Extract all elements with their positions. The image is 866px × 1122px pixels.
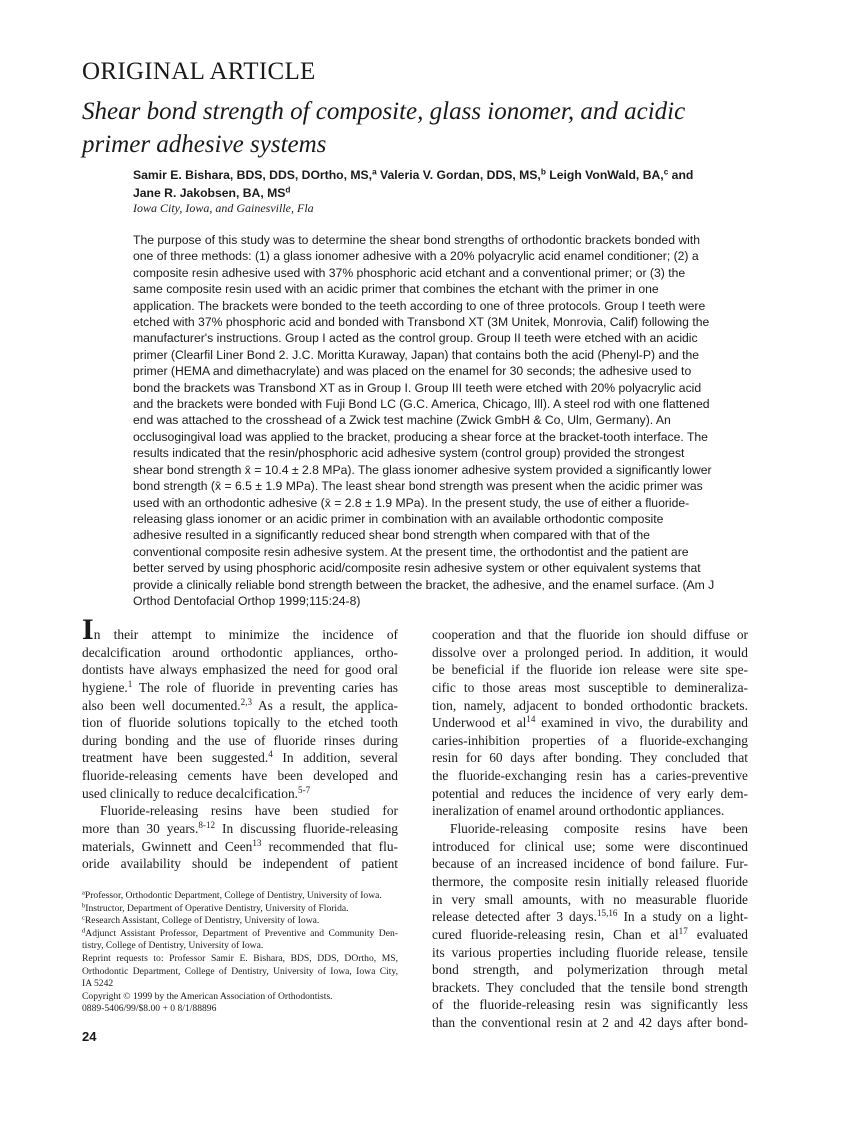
body-line: Underwood et $al^{14}$ examined in vivo, the durability and (432, 714, 749, 731)
body-line: materials, Gwinnett and Ceen$^{13}$ recommended that flu- (82, 837, 398, 854)
body-line: tion of fluoride solutions topically to the etched tooth (82, 715, 398, 731)
footnotes (82, 890, 398, 1016)
reference-superscript: 13 (252, 837, 262, 848)
footnote-line: $^c$Research Assistant, College of Dentistry, University of Iowa. (82, 914, 320, 927)
reference-superscript: d (285, 184, 291, 195)
abstract (133, 232, 753, 609)
abstract-line: used with an orthodontic adhesive (x̄ = 2.8 ± 1.9 MPa). In the present study, the use of either a fluoride- (133, 495, 690, 510)
abstract-line: results indicated that the resin/phosphoric acid adhesive system (control group) provided the strongest (133, 446, 685, 461)
abstract-line: releasing glass ionomer or an acidic primer in combination with an available orthodontic composite (133, 511, 664, 526)
body-line: In their attempt to minimize the incidence of (82, 613, 398, 646)
abstract-line: The purpose of this study was to determine the shear bond strengths of orthodontic brackets bonded with (133, 233, 701, 247)
footnote-line: $^a$Professor, Orthodontic Department, College of Dentistry, University of Iowa. (82, 889, 382, 901)
body-column-left (82, 613, 398, 873)
body-line: bond strength, and polymerization through metal (432, 962, 748, 978)
reference-superscript: b (540, 166, 546, 177)
abstract-line: provide a clinically reliable bond strength between the bracket, the adhesive, and the enamel surface. (Am J (133, 577, 715, 592)
abstract-line: one of three methods: (1) a glass ionomer adhesive with a 20% polyacrylic acid enamel conditioner; (2) a (133, 249, 699, 264)
footnote-line: 0889-5406/99/$8.00 + 0 8/1/88896 (82, 1003, 217, 1015)
abstract-line: conventional composite resin adhesive system. At the present time, the orthodontist and the patient are (133, 544, 689, 559)
body-line: Fluoride-releasing composite resins have been (450, 821, 748, 837)
abstract-line: composite resin adhesive used with 37% phosphoric acid etchant and a conventional primer; or (3) the (133, 265, 686, 280)
body-line: resin for 60 days after bonding. They concluded that (432, 750, 748, 766)
body-line: be beneficial if the fluoride ion release were site spe- (432, 662, 748, 678)
footnote-line: Orthodontic Department, College of Dentistry, University of Iowa, Iowa City, (82, 965, 398, 977)
body-line: its various properties including fluoride release, tensile (432, 944, 748, 960)
footnote-line: Copyright © 1999 by the American Association of Orthodontists. (82, 990, 333, 1002)
body-line: dontists have always emphasized the need for good oral (82, 662, 398, 678)
title-line: Shear bond strength of composite, glass ionomer, and acidic (82, 98, 686, 125)
body-line: brackets. They concluded that the tensile bond strength (432, 979, 748, 995)
abstract-line: end was attached to the crosshead of a Zwick test machine (Zwick GmbH & Co, Ulm, Germany). An (133, 413, 671, 428)
abstract-line: primer (Clearfil Liner Bond 2. J.C. Moritta Kuraway, Japan) that contains both the acid (Phenyl-P) and the (133, 347, 700, 362)
drop-cap: I (82, 613, 94, 646)
reference-superscript: 14 (526, 714, 536, 725)
footnote-line: $^d$Adjunct Assistant Professor, Department of Preventive and Community Den- (82, 927, 398, 939)
body-line: release detected after 3 days.$^{15,16}$ In a study on a light- (432, 908, 749, 925)
abstract-line: application. The brackets were bonded to the teeth according to one of three protocols. Group I teeth were (133, 298, 706, 313)
abstract-line: primer (HEMA and dimethacrylate) and was placed on the enamel for 30 seconds; the adhesive used to (133, 364, 692, 379)
article-title (82, 95, 685, 161)
body-line: than the conventional resin at 2 and 42 days after bond- (432, 1015, 748, 1031)
body-line: cured fluoride-releasing resin, Chan et $al^{17}$ evaluated (432, 925, 748, 942)
body-line: thermore, the composite resin initially released fluoride (432, 873, 748, 889)
footnote-line: Reprint requests to: Professor Samir E. Bishara, BDS, DDS, DOrtho, MS, (82, 952, 398, 964)
author-list (133, 166, 693, 202)
reference-superscript: 15,16 (596, 908, 618, 919)
reference-superscript: 17 (678, 925, 688, 936)
author-location: Iowa City, Iowa, and Gainesville, Fla (133, 201, 314, 215)
abstract-line: Orthod Dentofacial Orthop 1999;115:24-8) (133, 593, 361, 608)
body-line: introduced for clinical use; some were discontinued (432, 838, 748, 854)
abstract-line: bond strength (x̄ = 6.5 ± 1.9 MPa). The least shear bond strength was present when the acidic primer was (133, 479, 703, 494)
body-line: during bonding and the use of fluoride rinses during (82, 732, 398, 748)
reference-superscript: 1 (127, 678, 133, 689)
abstract-line: manufacturer's instructions. Group I acted as the control group. Group II teeth were etched with an acidic (133, 331, 698, 346)
abstract-line: etched with 37% phosphoric acid and bonded with Transbond XT (3M Unitek, Monrovia, Calif) following the (133, 315, 710, 330)
body-line: dissolve over a prolonged period. In addition, it would (432, 644, 748, 660)
body-line: more than 30 years.$^{8-12}$ In discussing fluoride-releasing (82, 820, 398, 837)
reference-superscript: 2,3 (240, 696, 253, 707)
footnote-line: IA 5242 (82, 978, 114, 990)
abstract-line: better served by using phosphoric acid/composite resin adhesive system or other equivalent systems that (133, 561, 701, 576)
body-line: hygiene.$^1$ The role of fluoride in preventing caries has (82, 678, 398, 695)
article-section-label: ORIGINAL ARTICLE (82, 58, 316, 85)
body-line: the fluoride-exchanging resin has a caries-preventive (432, 768, 748, 784)
abstract-line: adhesive resulted in a significantly reduced shear bond strength when compared with that of the (133, 528, 650, 543)
body-line: caries-inhibition properties of a fluoride-exchanging (432, 732, 748, 748)
reference-superscript: a (82, 889, 85, 897)
body-column-right (432, 626, 748, 1032)
body-line: fluoride-releasing cements have been developed and (82, 768, 398, 784)
reference-superscript: b (82, 902, 86, 910)
reference-superscript: d (82, 927, 86, 935)
body-line: in very small amounts, with no measurable fluoride (432, 891, 748, 907)
body-line: used clinically to reduce decalcification.$^{5-7}$ (82, 784, 311, 801)
abstract-line: bond the brackets was Transbond XT as in Group I. Group III teeth were etched with 20% polyacrylic acid (133, 380, 702, 395)
abstract-line: occlusogingival load was applied to the bracket, producing a shear force at the bracket-tooth interface. The (133, 429, 708, 444)
body-line: cooperation and that the fluoride ion should diffuse or (432, 627, 748, 642)
reference-superscript: 4 (268, 749, 273, 760)
footnote-line: tistry, College of Dentistry, University of Iowa. (82, 940, 264, 952)
body-line: Fluoride-releasing resins have been studied for (100, 803, 398, 819)
body-line: also been well documented.$^{2,3}$ As a result, the applica- (82, 696, 398, 713)
reference-superscript: 8-12 (198, 820, 216, 831)
body-line: treatment have been suggested.$^4$ In addition, several (82, 749, 398, 766)
body-line: oride availability should be independent of patient (82, 856, 398, 872)
body-line: tion, namely, adjacent to bonded orthodontic brackets. (432, 697, 748, 713)
body-line: of the fluoride-releasing resin was significantly less (432, 997, 748, 1013)
body-line: ineralization of enamel around orthodontic appliances. (432, 803, 725, 819)
title-line: primer adhesive systems (82, 131, 327, 158)
abstract-line: same composite resin used with an acidic primer that combines the etchant with the primer in one (133, 282, 659, 297)
author-line: Samir E. Bishara, BDS, DDS, DOrtho, MS,$^a$ Valeria V. Gordan, DDS, MS,$^b$ Leigh VonWald, BA,$^c$ and (133, 166, 694, 182)
page-number: 24 (82, 1029, 97, 1044)
body-line: decalcification around orthodontic appliances, ortho- (82, 644, 398, 660)
abstract-line: shear bond strength x̄ = 10.4 ± 2.8 MPa). The glass ionomer adhesive system provided a significantly lower (133, 462, 712, 477)
body-line: potential and reduces the incidence of very early dem- (432, 785, 748, 801)
abstract-line: and the brackets were bonded with Fuji Bond LC (G.C. America, Chicago, Ill). A steel rod with one flattened (133, 397, 710, 412)
reference-superscript: c (663, 166, 669, 177)
footnote-line: $^b$Instructor, Department of Operative Dentistry, University of Florida. (82, 902, 349, 914)
reference-superscript: 5-7 (298, 784, 311, 795)
body-line: cific to those areas most susceptible to demineraliza- (432, 679, 748, 695)
author-line: Jane R. Jakobsen, BA, $MS^d$ (133, 184, 291, 200)
reference-superscript: a (372, 166, 377, 177)
reference-superscript: c (82, 914, 85, 922)
body-line: because of an increased incidence of bond failure. Fur- (432, 856, 748, 872)
